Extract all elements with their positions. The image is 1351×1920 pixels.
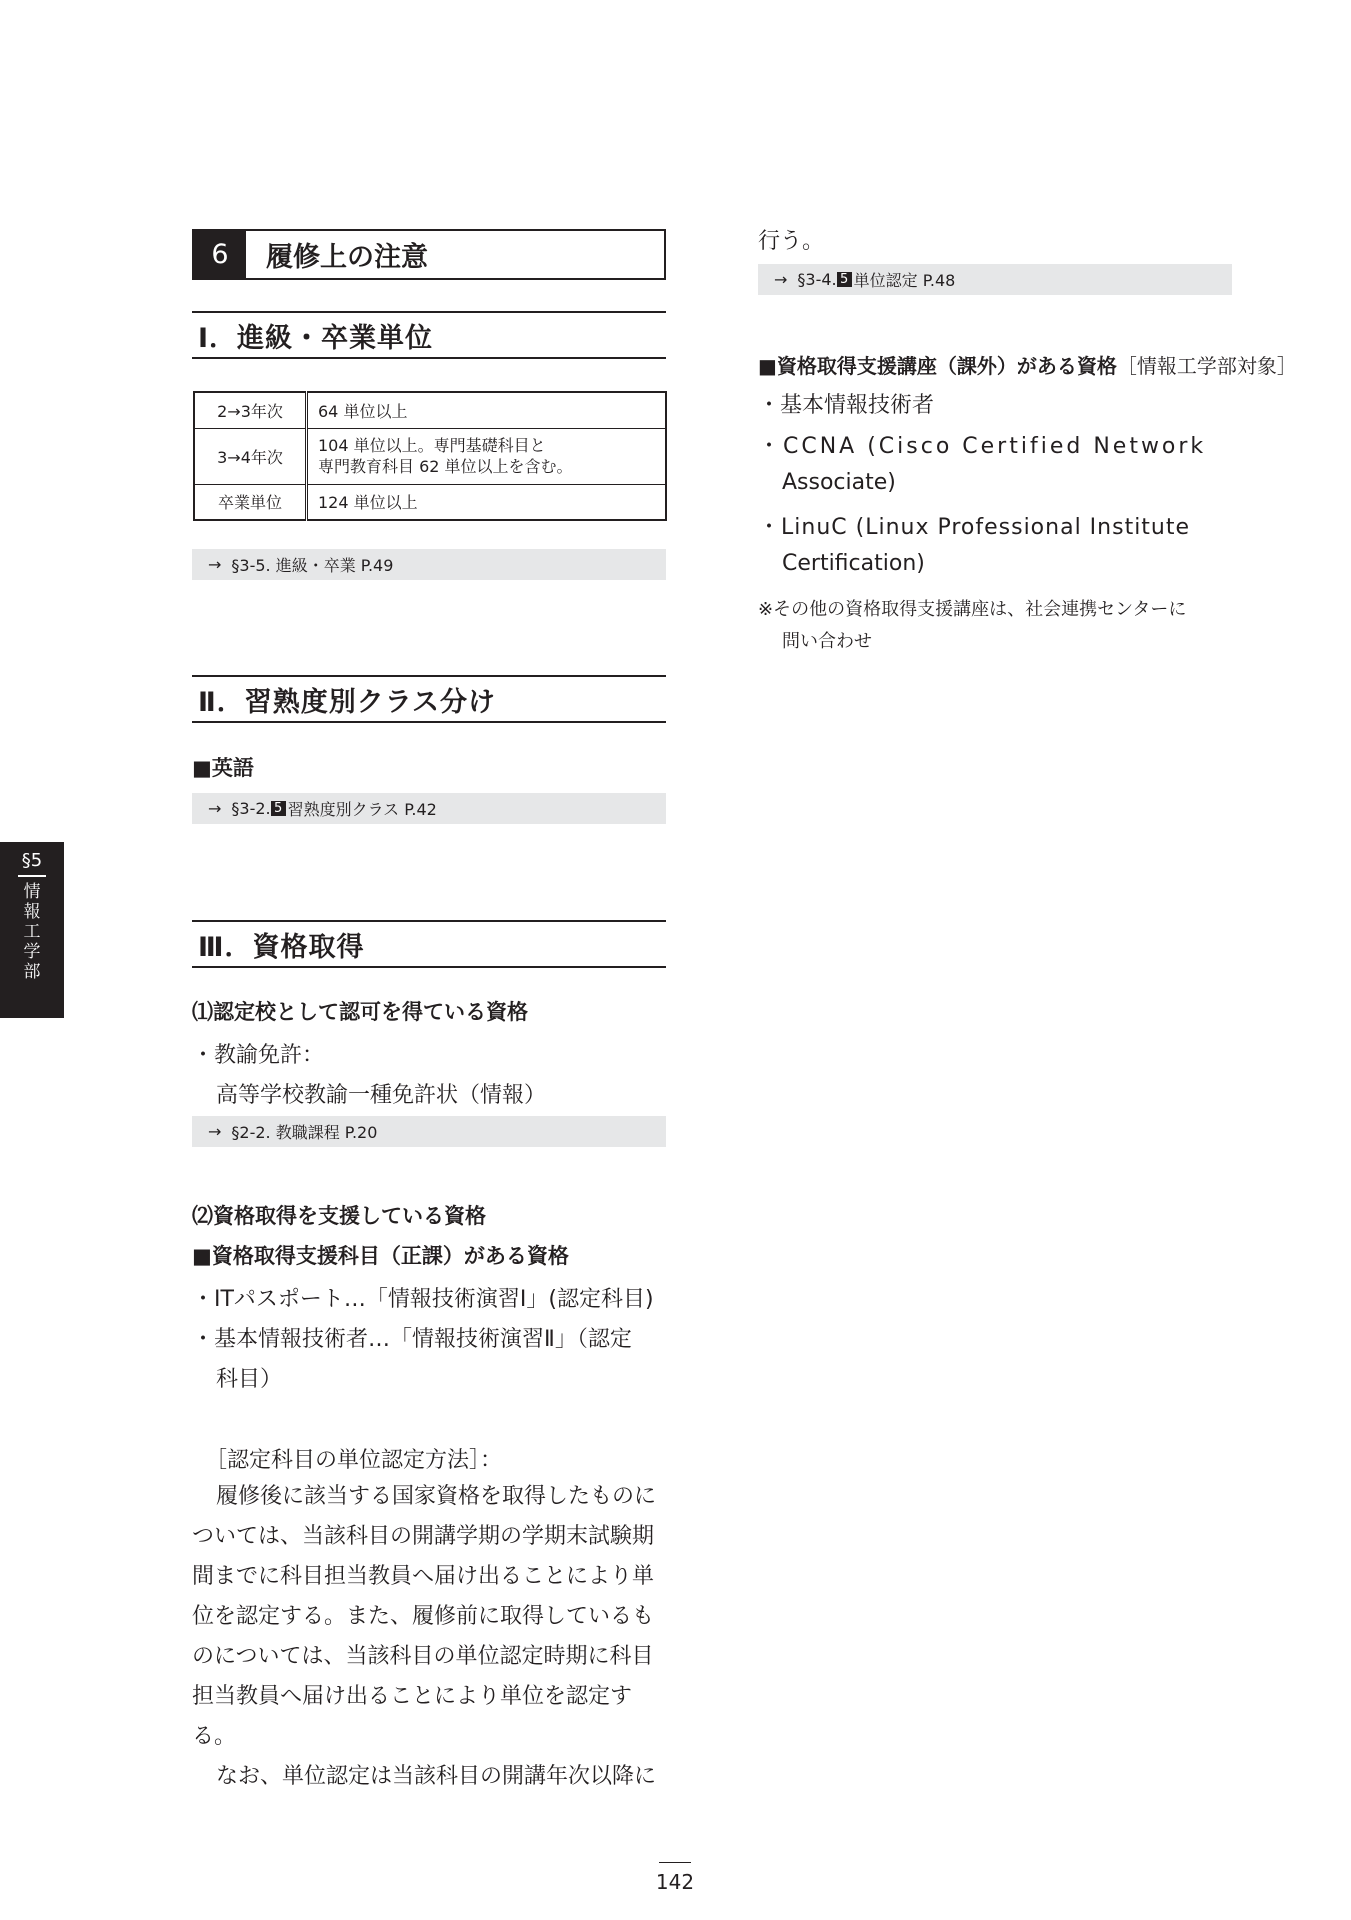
table-cell-value: 124 単位以上 <box>307 484 667 520</box>
reference-prefix: §3-2. <box>231 799 271 818</box>
table-cell-line: 専門教育科目 62 単位以上を含む。 <box>318 457 573 476</box>
divider <box>18 875 46 877</box>
table-row <box>194 484 666 520</box>
paragraph-line: 担当教員へ届け出ることにより単位を認定す <box>192 1684 633 1709</box>
table-cell-value: 64 単位以上 <box>307 392 667 428</box>
chapter-label-char: 報 <box>23 902 41 922</box>
heading-text: Ⅲ．資格取得 <box>198 931 365 963</box>
list-item-detail: Associate) <box>782 470 896 495</box>
reference-prefix: §3-4. <box>797 270 837 289</box>
reference-link[interactable] <box>192 1116 666 1147</box>
reference-text: §2-2. 教職課程 P.20 <box>231 1123 378 1142</box>
paragraph-line: なお、単位認定は当該科目の開講年次以降に <box>216 1764 657 1789</box>
page-number: 142 <box>655 1870 695 1894</box>
table-cell-label: 卒業単位 <box>194 484 307 520</box>
table-cell-value <box>307 428 667 484</box>
table-cell-label: 3→4年次 <box>194 428 307 484</box>
arrow-icon: → <box>208 555 222 574</box>
reference-link[interactable] <box>758 264 1232 295</box>
note: ※その他の資格取得支援講座は、社会連携センターに <box>758 599 1187 620</box>
chapter-tab[interactable] <box>0 842 64 1018</box>
list-item: ・ITパスポート…「情報技術演習Ⅰ」(認定科目) <box>192 1287 654 1312</box>
list-item-detail: 高等学校教諭一種免許状（情報） <box>216 1083 547 1108</box>
item-title: ⑴認定校として認可を得ている資格 <box>192 1000 528 1024</box>
table-row <box>194 428 666 484</box>
reference-text: §3-5. 進級・卒業 P.49 <box>231 556 394 575</box>
chapter-label-char: 学 <box>23 942 41 962</box>
paragraph-line: 位を認定する。また、履修前に取得しているも <box>192 1604 655 1629</box>
heading-text: Ⅱ．習熟度別クラス分け <box>198 686 496 718</box>
section-title: 履修上の注意 <box>266 242 428 273</box>
continued-text: 行う。 <box>758 229 825 254</box>
reference-link[interactable] <box>192 549 666 580</box>
reference-link[interactable] <box>192 793 666 824</box>
section-header <box>192 229 666 280</box>
list-item: ・基本情報技術者…「情報技術演習Ⅱ」（認定 <box>192 1327 632 1352</box>
chapter-label-char: 情 <box>23 882 41 902</box>
section-number: 6 <box>194 231 246 278</box>
list-item: ・基本情報技術者 <box>758 393 935 418</box>
subheading: ■資格取得支援科目（正課）がある資格 <box>192 1244 569 1268</box>
target-tag: ［情報工学部対象］ <box>1116 354 1297 378</box>
section-badge: 5 <box>837 272 852 287</box>
list-item-detail: Certification) <box>782 551 925 576</box>
chapter-number: §5 <box>21 850 43 871</box>
note-continued: 問い合わせ <box>782 631 872 652</box>
subheading-english: ■英語 <box>192 756 254 780</box>
paragraph-line: る。 <box>192 1724 237 1749</box>
heading-qualifications <box>192 920 666 968</box>
paragraph-line: ついては、当該科目の開講学期の学期末試験期 <box>192 1524 655 1549</box>
arrow-icon: → <box>208 799 222 818</box>
method-label: ［認定科目の単位認定方法］： <box>205 1448 503 1473</box>
table-cell-line: 104 単位以上。専門基礎科目と <box>318 436 546 455</box>
reference-text: 習熟度別クラス P.42 <box>287 800 437 819</box>
extra-courses-title: ■資格取得支援講座（課外）がある資格 <box>758 354 1117 378</box>
list-item: ・LinuC (Linux Professional Institute <box>758 515 1191 540</box>
paragraph-line: 履修後に該当する国家資格を取得したものに <box>216 1484 657 1509</box>
extra-courses-heading <box>758 350 1297 379</box>
heading-text: Ⅰ．進級・卒業単位 <box>198 322 434 354</box>
divider <box>659 1862 691 1863</box>
item-title: ⑵資格取得を支援している資格 <box>192 1204 486 1228</box>
arrow-icon: → <box>208 1122 222 1141</box>
paragraph-line: 間までに科目担当教員へ届け出ることにより単 <box>192 1564 655 1589</box>
list-item: ・CCNA (Cisco Certified Network <box>758 434 1207 459</box>
chapter-label <box>0 882 64 982</box>
method-paragraph <box>192 1477 672 1797</box>
section-badge: 5 <box>271 801 286 816</box>
paragraph-line: のについては、当該科目の単位認定時期に科目 <box>192 1644 654 1669</box>
list-item: ・教諭免許： <box>192 1043 325 1068</box>
list-item-detail: 科目） <box>216 1367 283 1392</box>
arrow-icon: → <box>774 270 788 289</box>
reference-text: 単位認定 P.48 <box>853 271 956 290</box>
heading-class-placement <box>192 675 666 723</box>
table-row <box>194 392 666 428</box>
heading-progression <box>192 311 666 359</box>
chapter-label-char: 工 <box>23 922 41 942</box>
credits-table <box>193 391 667 521</box>
table-cell-label: 2→3年次 <box>194 392 307 428</box>
chapter-label-char: 部 <box>23 962 41 982</box>
